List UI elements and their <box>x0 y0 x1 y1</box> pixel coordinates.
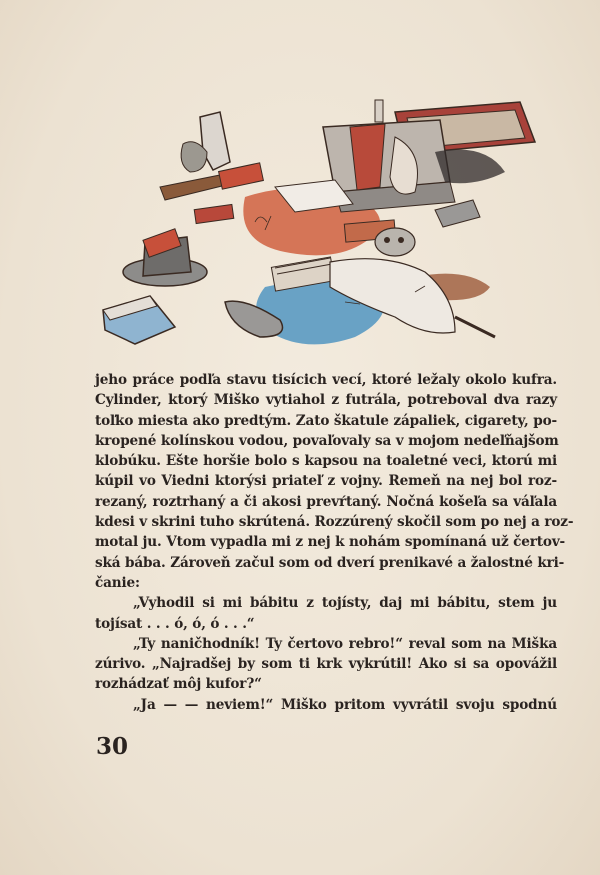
text-line: „Ty naničhodník! Ty čertovo rebro!“ reval som na Miška <box>133 635 557 652</box>
text-line: „Vyhodil si mi bábitu z tojísty, daj mi bábitu, stem ju <box>133 595 557 612</box>
text-line: klobúku. Ešte horšie bolo s kapsou na toaletné veci, ktorú mi <box>95 453 557 470</box>
matchbox <box>219 163 264 189</box>
open-suitcase <box>323 102 535 212</box>
text-line: toľko miesta ako predtým. Zato škatule zápaliek, cigarety, po- <box>95 412 557 429</box>
bottle <box>375 100 383 122</box>
text-line: rozhádzať môj kufor?“ <box>95 676 262 693</box>
text-line: kdesi v skrini tuho skrútená. Rozzúrený skočil som po nej a roz- <box>95 514 574 531</box>
devil-doll <box>375 228 415 256</box>
text-line: tojísat . . . ó, ó, ó . . .“ <box>95 615 255 632</box>
text-line: kropené kolínskou vodou, povaľovaly sa v mojom nedeľňajšom <box>95 432 559 449</box>
text-line: jeho práce podľa stavu tisícich vecí, ktoré ležaly okolo kufra. <box>95 372 557 388</box>
small-book <box>435 200 480 227</box>
text-line: „Ja — — neviem!“ Miško pritom vyvrátil svoju spodnú <box>133 696 557 713</box>
top-hat <box>123 229 207 286</box>
text-line: čanie: <box>95 574 140 591</box>
text-line: motal ju. Vtom vypadla mi z nej k nohám spomínaná už čertov- <box>95 534 566 551</box>
scattered-suitcase-illustration <box>95 92 545 357</box>
text-line: rezaný, roztrhaný a či akosi prevŕtaný. Nočná košeľa sa váľala <box>95 493 557 510</box>
body-text <box>95 370 574 715</box>
boot <box>181 112 230 172</box>
matchbox-2 <box>194 204 234 223</box>
text-line: kúpil vo Viedni ktorýsi priateľ z vojny. Remeň na nej bol roz- <box>95 473 557 490</box>
pen <box>455 317 495 337</box>
page-number: 30 <box>96 733 129 760</box>
text-line: Cylinder, ktorý Miško vytiahol z futrála, potreboval dva razy <box>95 392 557 409</box>
text-line: zúrivo. „Najradšej by som ti krk vykrútil! Ako si sa opovážil <box>95 656 557 673</box>
text-line: ská bába. Zároveň začul som od dverí prenikavé a žalostné kri- <box>95 554 565 571</box>
